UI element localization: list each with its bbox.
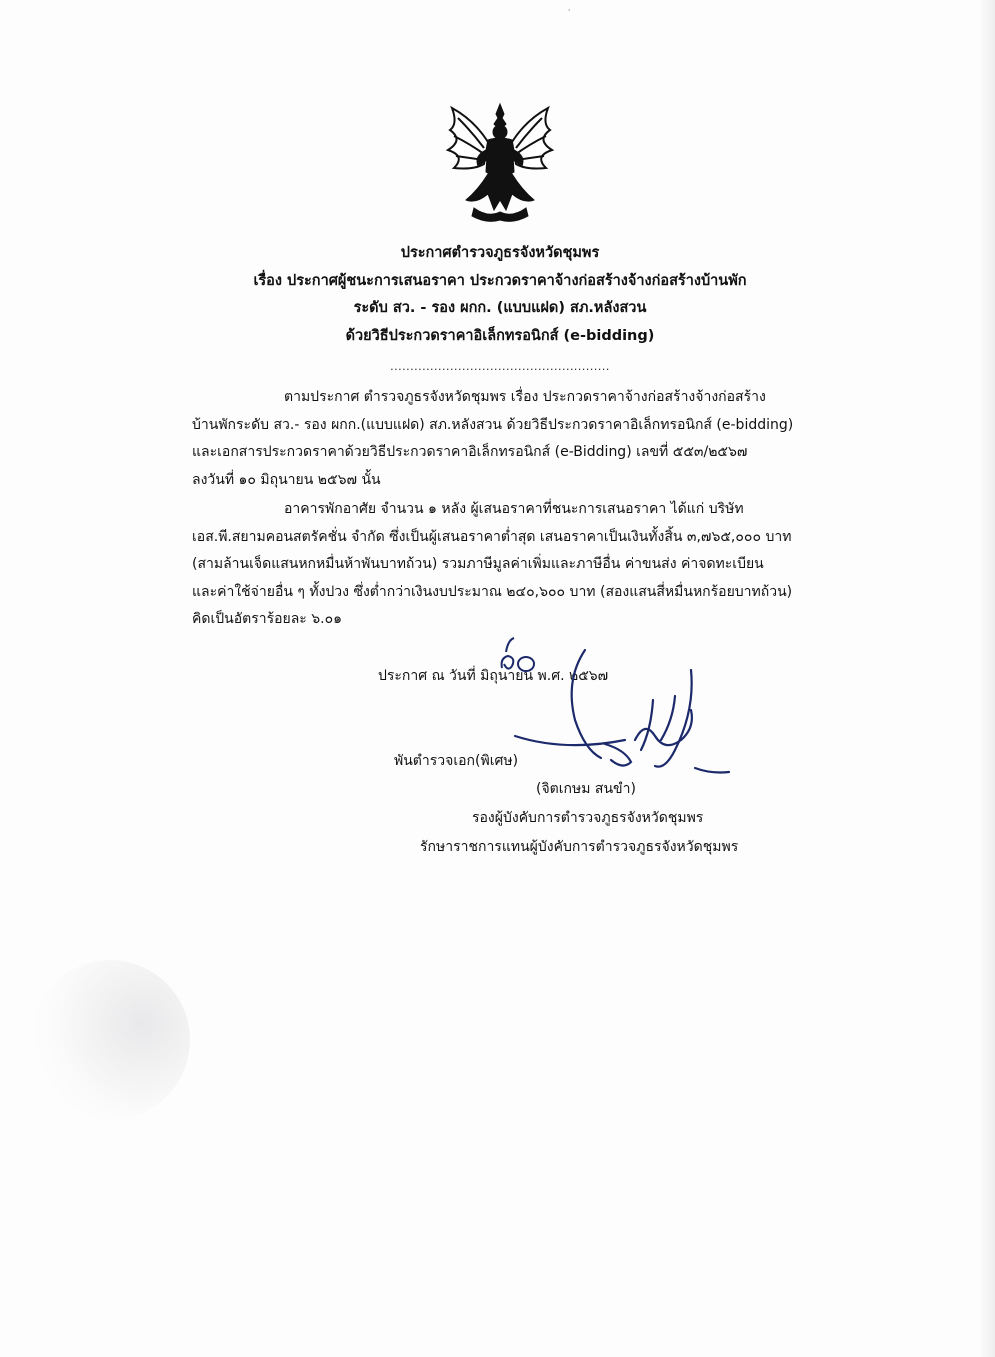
signature-image <box>505 640 745 790</box>
body-paragraph-2 <box>192 496 837 634</box>
paragraph-line: และเอกสารประกวดราคาด้วยวิธีประกวดราคาอิเล็กทรอนิกส์ (e-Bidding) เลขที่ ๕๕๓/๒๕๖๗ <box>192 444 748 460</box>
page-edge-shadow <box>981 0 995 1357</box>
signer-name: (จิตเกษม สนขำ) <box>536 781 636 797</box>
announcement-date: ประกาศ ณ วันที่ มิถุนายน พ.ศ. ๒๕๖๗ <box>378 668 609 684</box>
scan-shadow <box>30 960 190 1120</box>
paragraph-line: (สามล้านเจ็ดแสนหกหมื่นห้าพันบาทถ้วน) รวมภาษีมูลค่าเพิ่มและภาษีอื่น ค่าขนส่ง ค่าจดทะเบียน <box>192 556 764 572</box>
title-line: ด้วยวิธีประกวดราคาอิเล็กทรอนิกส์ (e-bidding) <box>345 327 655 344</box>
paragraph-line: ตามประกาศ ตำรวจภูธรจังหวัดชุมพร เรื่อง ประกวดราคาจ้างก่อสร้างจ้างก่อสร้าง <box>284 389 766 405</box>
garuda-emblem-icon <box>444 100 556 228</box>
signer-rank: พันตำรวจเอก(พิเศษ) <box>394 753 519 769</box>
signer-acting-position: รักษาราชการแทนผู้บังคับการตำรวจภูธรจังหวัดชุมพร <box>420 839 739 855</box>
title-line: ระดับ สว. - รอง ผกก. (แบบแฝด) สภ.หลังสวน <box>353 300 647 316</box>
paragraph-line: บ้านพักระดับ สว.- รอง ผกก.(แบบแฝด) สภ.หลังสวน ด้วยวิธีประกวดราคาอิเล็กทรอนิกส์ (e-bidding) <box>192 416 794 433</box>
title-line: เรื่อง ประกาศผู้ชนะการเสนอราคา ประกวดราคาจ้างก่อสร้างจ้างก่อสร้างบ้านพัก <box>253 272 747 289</box>
paragraph-line: เอส.พี.สยามคอนสตรัคชั่น จำกัด ซึ่งเป็นผู้เสนอราคาต่ำสุด เสนอราคาเป็นเงินทั้งสิ้น ๓,๗๖๕,๐๐๐ บาท <box>192 528 792 545</box>
paragraph-line: ลงวันที่ ๑๐ มิถุนายน ๒๕๖๗ นั้น <box>192 471 381 488</box>
scan-mark: ' <box>568 8 571 17</box>
announcement-title <box>180 240 820 350</box>
title-line: ประกาศตำรวจภูธรจังหวัดชุมพร <box>400 245 600 261</box>
paragraph-line: คิดเป็นอัตราร้อยละ ๖.๐๑ <box>192 611 343 627</box>
paragraph-line: อาคารพักอาศัย จำนวน ๑ หลัง ผู้เสนอราคาที่ชนะการเสนอราคา ได้แก่ บริษัท <box>284 501 744 517</box>
signer-position: รองผู้บังคับการตำรวจภูธรจังหวัดชุมพร <box>472 810 704 826</box>
paragraph-line: และค่าใช้จ่ายอื่น ๆ ทั้งปวง ซึ่งต่ำกว่าเงินงบประมาณ ๒๔๐,๖๐๐ บาท (สองแสนสี่หมื่นหกร้อยบาทถ้วน) <box>192 583 793 600</box>
body-paragraph-1 <box>192 384 837 494</box>
title-separator: ....................................................... <box>390 360 610 373</box>
